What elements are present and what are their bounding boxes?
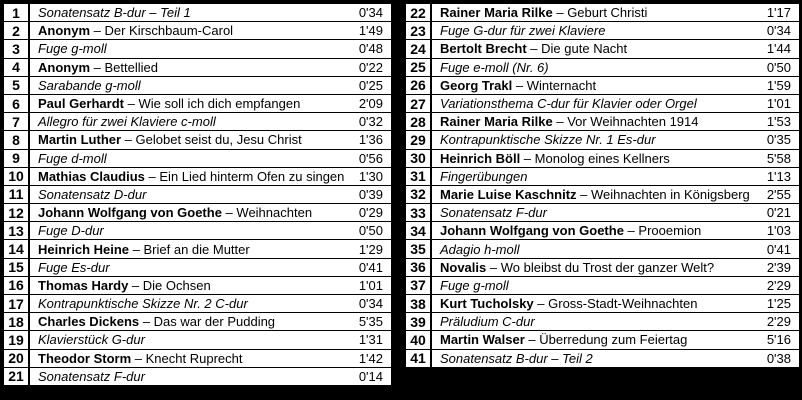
track-work: Bettellied [104,59,158,75]
track-author: Johann Wolfgang von Goethe [440,223,624,239]
track-work: Gross-Stadt-Weihnachten [548,296,698,312]
track-author: Marie Luise Kaschnitz [440,186,577,202]
track-row [4,350,391,368]
track-number: 13 [4,222,30,239]
track-title: Anonym – Der Kirschbaum-Carol [38,23,234,39]
track-row [4,77,391,95]
track-row [406,168,799,186]
track-work: Monolog eines Kellners [534,150,670,166]
track-work: Prooemion [638,223,702,239]
track-duration: 2'39 [766,259,791,275]
track-duration: 1'30 [358,168,383,184]
track-number: 12 [4,204,30,221]
track-duration: 0'48 [358,41,383,57]
track-title [30,223,353,238]
track-number: 32 [406,186,432,203]
track-duration: 2'29 [766,314,791,330]
track-author: Bertolt Brecht [440,41,527,57]
track-row [4,313,391,331]
track-row [406,113,799,131]
track-number: 31 [406,168,432,185]
track-work: Der Kirschbaum-Carol [104,23,234,39]
track-title: Kurt Tucholsky – Gross-Stadt-Weihnachten [440,296,698,312]
track-work: Fuge g-moll [440,277,509,293]
track-number: 1 [4,4,30,21]
track-title [432,132,761,147]
track-row [4,150,391,168]
track-duration: 0'34 [358,5,383,21]
track-title: Rainer Maria Rilke – Vor Weihnachten 1914 [440,114,699,130]
track-row [406,295,799,313]
track-number: 30 [406,150,432,167]
track-duration: 1'31 [358,332,383,348]
track-title: Martin Walser – Überredung zum Feiertag [440,332,688,348]
tracklist-column-right [405,3,800,369]
track-title: Rainer Maria Rilke – Geburt Christi [440,5,648,21]
track-row [406,222,799,240]
track-duration: 0'56 [358,150,383,166]
track-row [406,95,799,113]
track-number: 16 [4,277,30,294]
track-duration: 0'50 [766,59,791,75]
track-number: 34 [406,222,432,239]
track-duration: 1'17 [766,5,791,21]
track-row [406,186,799,204]
track-title: Paul Gerhardt – Wie soll ich dich empfangen [38,96,301,112]
track-author: Anonym [38,23,90,39]
track-row [4,113,391,131]
track-title [30,260,353,275]
track-duration: 1'29 [358,241,383,257]
track-row [406,150,799,168]
track-title [432,169,761,184]
track-work: Fingerübungen [440,168,528,184]
track-duration: 0'41 [358,259,383,275]
track-number: 19 [4,331,30,348]
track-row [406,331,799,349]
track-row [4,59,391,77]
track-title: Johann Wolfgang von Goethe – Prooemion [440,223,702,239]
track-row [406,4,799,22]
track-author: Johann Wolfgang von Goethe [38,205,222,221]
track-duration: 0'35 [766,132,791,148]
track-work: Sonatensatz B-dur – Teil 1 [38,5,191,21]
track-number: 21 [4,368,30,385]
tracklist-column-left [3,3,392,387]
track-author: Heinrich Böll [440,150,521,166]
track-row [4,259,391,277]
track-number: 41 [406,350,432,367]
track-author: Novalis [440,259,487,275]
track-duration: 5'35 [358,314,383,330]
track-row [406,350,799,368]
track-work: Adagio h-moll [440,241,520,257]
track-work: Wo bleibst du Trost der ganzer Welt? [500,259,715,275]
track-duration: 1'53 [766,114,791,130]
track-number: 14 [4,240,30,257]
track-author: Rainer Maria Rilke [440,5,553,21]
track-duration: 2'29 [766,277,791,293]
track-title [432,278,761,293]
track-title: Thomas Hardy – Die Ochsen [38,277,211,293]
track-work: Brief an die Mutter [143,241,250,257]
track-title [30,41,353,56]
track-title: Johann Wolfgang von Goethe – Weihnachten [38,205,313,221]
track-author: Charles Dickens [38,314,140,330]
track-title: Anonym – Bettellied [38,59,158,75]
track-work: Sonatensatz D-dur [38,186,147,202]
track-title: Bertolt Brecht – Die gute Nacht [440,41,628,57]
track-title [30,332,353,347]
track-number: 36 [406,259,432,276]
track-work: Sonatensatz F-dur [440,205,547,221]
track-duration: 0'14 [358,368,383,384]
track-duration: 1'01 [766,96,791,112]
track-row [406,22,799,40]
track-work: Weihnachten in Königsberg [591,186,750,202]
track-duration: 1'59 [766,77,791,93]
track-row [4,368,391,386]
track-duration: 0'34 [358,296,383,312]
track-number: 24 [406,40,432,57]
track-duration: 1'13 [766,168,791,184]
track-row [4,40,391,58]
track-author: Martin Walser [440,332,525,348]
track-row [406,259,799,277]
track-work: Geburt Christi [567,5,648,21]
track-row [4,204,391,222]
track-author: Thomas Hardy [38,277,129,293]
track-duration: 0'41 [766,241,791,257]
track-row [4,331,391,349]
track-number: 25 [406,59,432,76]
track-title [432,242,761,257]
track-author: Martin Luther [38,132,122,148]
track-title: Martin Luther – Gelobet seist du, Jesu Christ [38,132,302,148]
track-number: 22 [406,4,432,21]
track-author: Kurt Tucholsky [440,296,534,312]
track-row [406,77,799,95]
track-duration: 1'01 [358,277,383,293]
track-title [432,205,761,220]
track-title: Theodor Storm – Knecht Ruprecht [38,350,243,366]
track-work: Das war der Pudding [153,314,276,330]
track-row [4,131,391,149]
track-number: 39 [406,313,432,330]
track-author: Anonym [38,59,90,75]
track-duration: 1'49 [358,23,383,39]
track-title [432,314,761,329]
track-title [30,78,353,93]
track-row [4,240,391,258]
track-title [432,23,761,38]
track-work: Gelobet seist du, Jesu Christ [135,132,302,148]
track-number: 5 [4,77,30,94]
track-title: Mathias Claudius – Ein Lied hinterm Ofen zu singen [38,168,345,184]
track-number: 23 [406,22,432,39]
track-row [4,295,391,313]
track-title [30,187,353,202]
track-author: Georg Trakl [440,77,513,93]
track-row [4,186,391,204]
track-row [4,95,391,113]
track-title [30,151,353,166]
track-number: 20 [4,350,30,367]
track-work: Fuge d-moll [38,150,107,166]
track-title [432,60,761,75]
track-duration: 0'38 [766,350,791,366]
track-number: 37 [406,277,432,294]
track-row [4,168,391,186]
track-work: Kontrapunktische Skizze Nr. 1 Es-dur [440,132,656,148]
track-work: Überredung zum Feiertag [539,332,688,348]
track-work: Präludium C-dur [440,314,535,330]
track-author: Mathias Claudius [38,168,145,184]
track-duration: 2'55 [766,186,791,202]
track-duration: 1'42 [358,350,383,366]
track-work: Sonatensatz F-dur [38,368,145,384]
track-number: 11 [4,186,30,203]
track-duration: 0'21 [766,205,791,221]
track-title [30,296,353,311]
track-duration: 1'44 [766,41,791,57]
track-work: Fuge G-dur für zwei Klaviere [440,23,606,39]
track-title [432,351,761,366]
track-work: Vor Weihnachten 1914 [567,114,699,130]
track-duration: 0'22 [358,59,383,75]
track-author: Theodor Storm [38,350,132,366]
track-number: 6 [4,95,30,112]
track-number: 26 [406,77,432,94]
track-work: Klavierstück G-dur [38,332,145,348]
track-duration: 5'16 [766,332,791,348]
track-work: Allegro für zwei Klaviere c-moll [38,114,216,130]
track-row [406,40,799,58]
track-work: Ein Lied hinterm Ofen zu singen [159,168,345,184]
track-duration: 0'32 [358,114,383,130]
track-number: 8 [4,131,30,148]
track-work: Fuge g-moll [38,41,107,57]
track-number: 38 [406,295,432,312]
track-author: Rainer Maria Rilke [440,114,553,130]
track-row [406,59,799,77]
track-duration: 1'36 [358,132,383,148]
track-work: Weihnachten [236,205,313,221]
track-duration: 0'34 [766,23,791,39]
track-number: 9 [4,150,30,167]
track-work: Sarabande g-moll [38,77,141,93]
track-number: 2 [4,22,30,39]
track-work: Die Ochsen [142,277,211,293]
track-work: Sonatensatz B-dur – Teil 2 [440,350,593,366]
track-work: Die gute Nacht [541,41,628,57]
track-row [406,313,799,331]
track-title: Novalis – Wo bleibst du Trost der ganzer Welt? [440,259,715,275]
track-title: Charles Dickens – Das war der Pudding [38,314,276,330]
track-work: Winternacht [526,77,597,93]
track-duration: 0'29 [358,205,383,221]
track-row [4,4,391,22]
track-number: 10 [4,168,30,185]
track-author: Heinrich Heine [38,241,130,257]
track-row [406,131,799,149]
track-number: 4 [4,59,30,76]
track-title [30,5,353,20]
track-work: Kontrapunktische Skizze Nr. 2 C-dur [38,296,248,312]
track-row [4,22,391,40]
track-work: Fuge e-moll (Nr. 6) [440,59,549,75]
track-row [406,240,799,258]
track-number: 33 [406,204,432,221]
track-title [432,96,761,111]
track-title: Georg Trakl – Winternacht [440,77,597,93]
track-duration: 1'03 [766,223,791,239]
track-number: 28 [406,113,432,130]
track-duration: 0'39 [358,186,383,202]
track-title [30,114,353,129]
track-work: Fuge Es-dur [38,259,110,275]
track-work: Variationsthema C-dur für Klavier oder Orgel [440,96,697,112]
track-title: Heinrich Böll – Monolog eines Kellners [440,150,670,166]
track-number: 40 [406,331,432,348]
track-duration: 0'50 [358,223,383,239]
track-number: 27 [406,95,432,112]
track-number: 17 [4,295,30,312]
track-work: Wie soll ich dich empfangen [138,96,301,112]
track-title: Marie Luise Kaschnitz – Weihnachten in Königsberg [440,186,750,202]
track-duration: 2'09 [358,96,383,112]
track-number: 29 [406,131,432,148]
track-duration: 5'58 [766,150,791,166]
track-number: 35 [406,240,432,257]
track-duration: 1'25 [766,296,791,312]
track-row [406,204,799,222]
track-work: Fuge D-dur [38,223,104,239]
track-row [4,222,391,240]
track-number: 18 [4,313,30,330]
track-title [30,369,353,384]
track-number: 7 [4,113,30,130]
track-duration: 0'25 [358,77,383,93]
track-number: 3 [4,40,30,57]
track-row [4,277,391,295]
track-work: Knecht Ruprecht [145,350,243,366]
track-row [406,277,799,295]
track-number: 15 [4,259,30,276]
track-title: Heinrich Heine – Brief an die Mutter [38,241,250,257]
track-author: Paul Gerhardt [38,96,124,112]
